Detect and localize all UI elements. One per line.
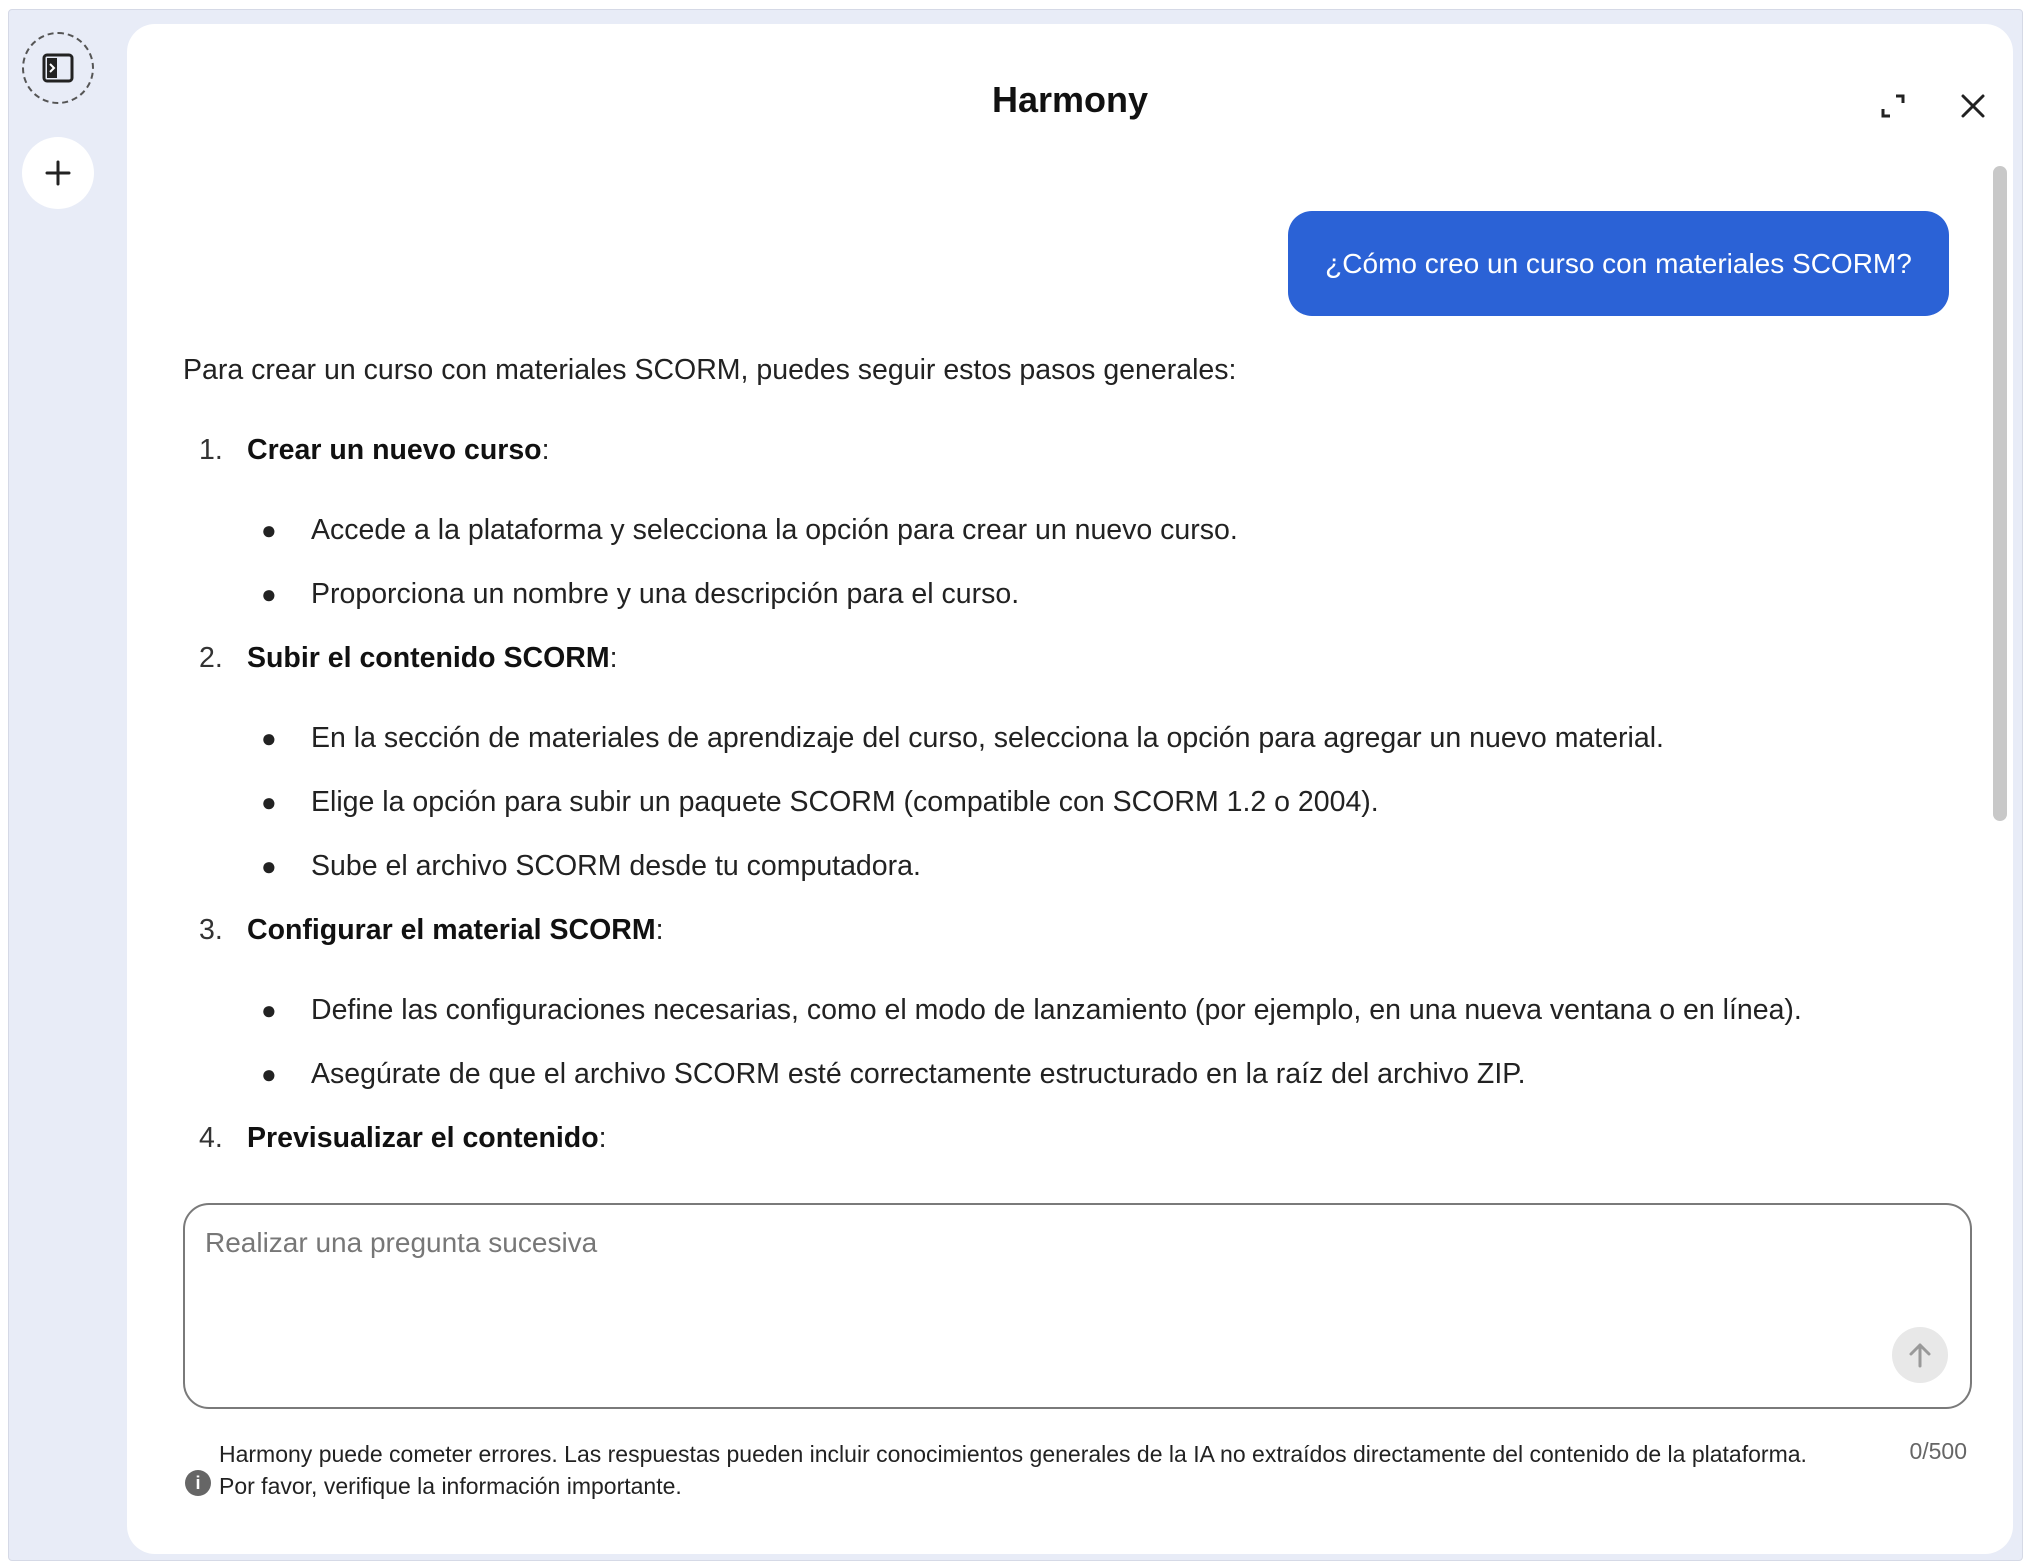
step-item: 1. Crear un nuevo curso: — [199, 434, 550, 466]
list-item: ● Accede a la plataforma y selecciona la opción para crear un nuevo curso. — [261, 514, 1238, 546]
chat-panel — [127, 24, 2013, 1554]
answer-intro: Para crear un curso con materiales SCORM, puedes seguir estos pasos generales: — [183, 354, 1237, 386]
sidebar-toggle-icon — [41, 51, 75, 85]
composer — [183, 1203, 1972, 1409]
disclaimer: Harmony puede cometer errores. Las respuestas pueden incluir conocimientos generales de la IA no extraídos directamente del contenido de la plataforma. Por favor, verifique la información importante. — [219, 1441, 1807, 1499]
app-window — [8, 9, 2023, 1561]
send-button[interactable] — [1892, 1327, 1948, 1383]
expand-icon — [1879, 92, 1907, 120]
step-item: 2. Subir el contenido SCORM: — [199, 642, 618, 674]
close-button[interactable] — [1953, 86, 1993, 126]
question-input[interactable] — [205, 1227, 1905, 1377]
list-item: ● Define las configuraciones necesarias, como el modo de lanzamiento (por ejemplo, en una nueva ventana o en línea). — [261, 994, 1802, 1026]
list-item: ● Proporciona un nombre y una descripción para el curso. — [261, 578, 1020, 610]
step-item: 3. Configurar el material SCORM: — [199, 914, 664, 946]
list-item: ● En la sección de materiales de aprendizaje del curso, selecciona la opción para agregar un nuevo material. — [261, 722, 1664, 754]
plus-icon — [43, 158, 73, 188]
page-title: Harmony — [991, 79, 1149, 120]
close-icon — [1959, 92, 1987, 120]
list-item: ● Sube el archivo SCORM desde tu computadora. — [261, 850, 921, 882]
list-item: ● Asegúrate de que el archivo SCORM esté correctamente estructurado en la raíz del archivo ZIP. — [261, 1058, 1526, 1090]
sidebar-toggle-button[interactable] — [22, 32, 94, 104]
new-chat-button[interactable] — [22, 137, 94, 209]
step-item: 4. Previsualizar el contenido: — [199, 1122, 607, 1154]
info-icon: i — [185, 1470, 211, 1496]
expand-button[interactable] — [1873, 86, 1913, 126]
list-item: ● Elige la opción para subir un paquete SCORM (compatible con SCORM 1.2 o 2004). — [261, 786, 1379, 818]
arrow-up-icon — [1905, 1340, 1935, 1370]
user-message: ¿Cómo creo un curso con materiales SCORM? — [1288, 211, 1949, 316]
scrollbar[interactable] — [1993, 166, 2007, 821]
char-counter: 0/500 — [1909, 1438, 1967, 1464]
